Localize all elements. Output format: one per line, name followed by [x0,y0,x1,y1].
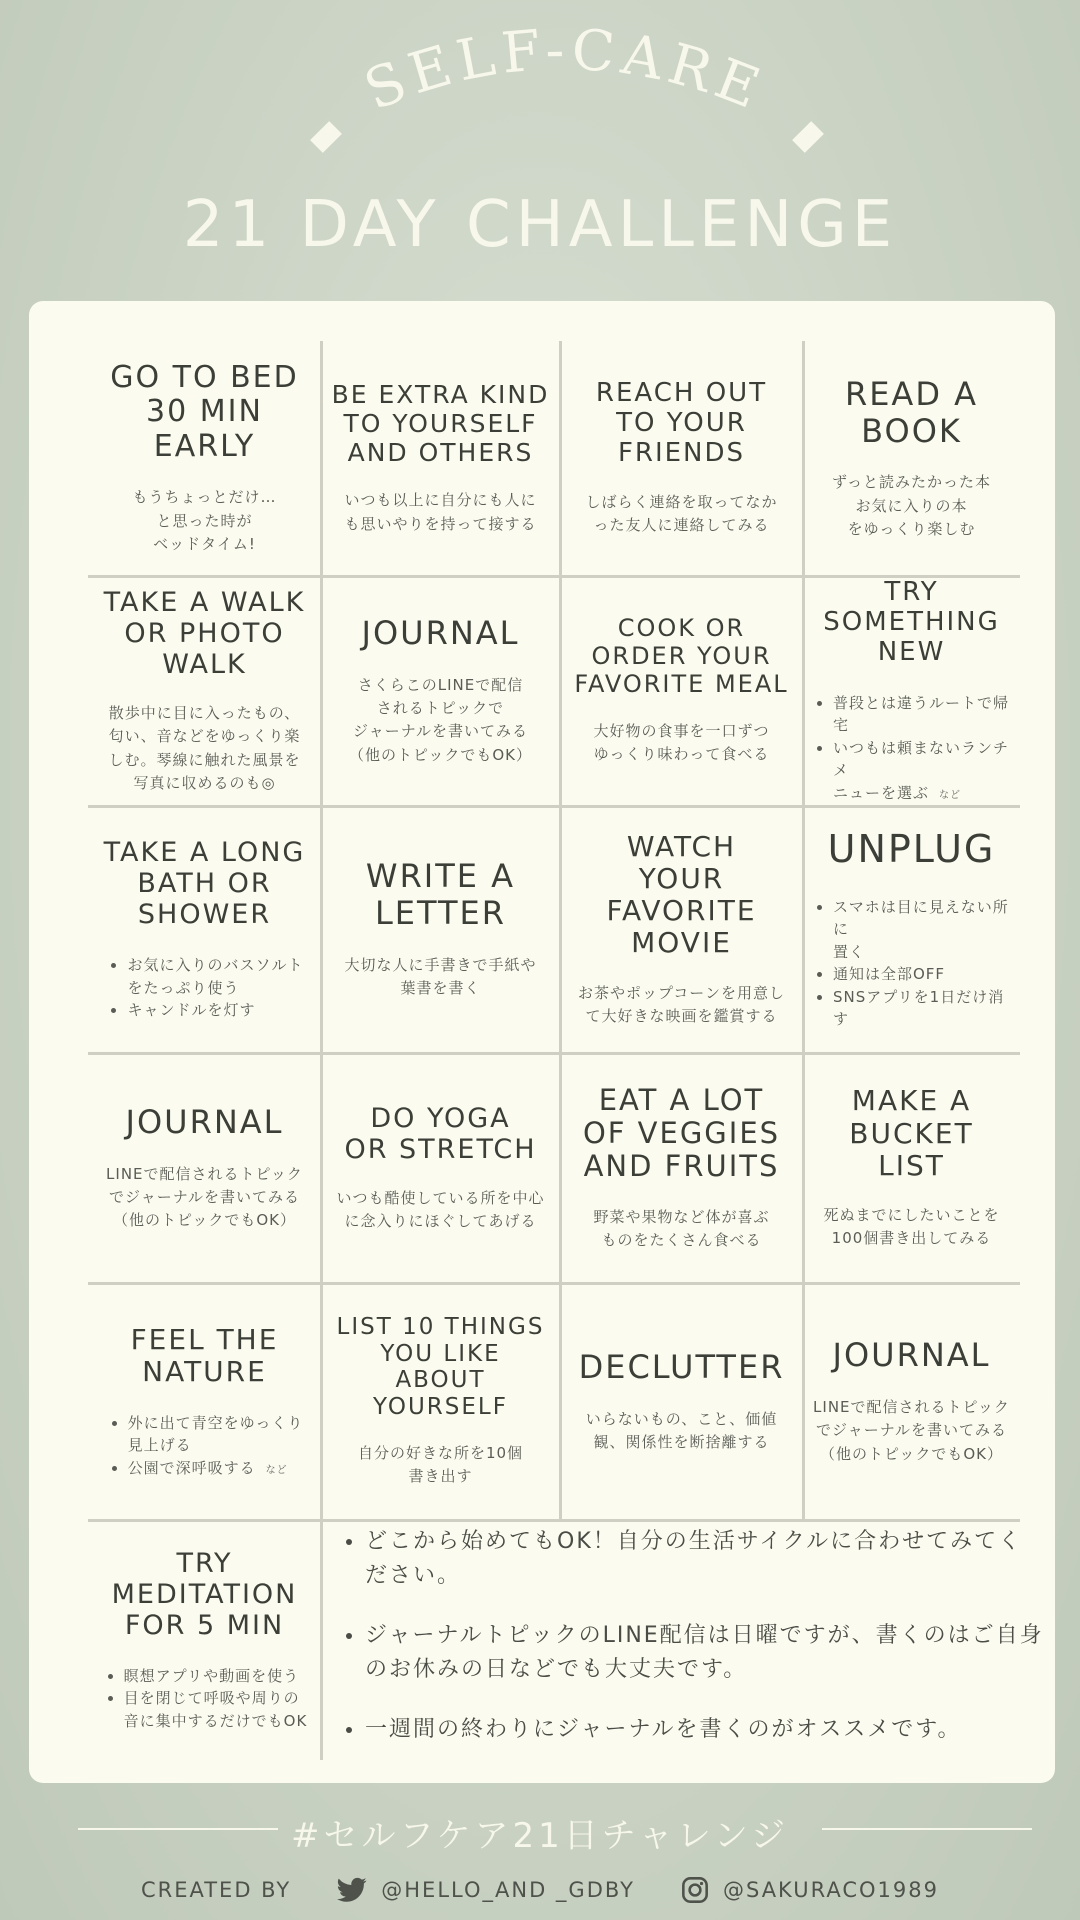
challenge-description: 散歩中に目に入ったもの、 匂い、音などをゆっくり楽 しむ。琴線に触れた風景を 写真に収めるのも◎ [108,704,301,792]
challenge-bullet: • 外に出て青空をゆっくり 見上げる [128,1412,304,1457]
credits-row [0,1873,1080,1907]
challenge-cell [88,1053,321,1283]
challenge-bullet-list [105,954,303,1022]
challenge-title: TRY SOMETHING NEW [823,576,1000,667]
challenge-title: TAKE A WALK OR PHOTO WALK [103,586,306,681]
created-by-label: CREATED BY [140,1878,292,1902]
challenge-cell [88,341,321,576]
challenge-title: LIST 10 THINGS YOU LIKE ABOUT YOURSELF [336,1314,545,1420]
challenge-bullet: • スマホは目に見えない所に 置く [833,896,1012,964]
challenge-bullet: • SNSアプリを1日だけ消す [833,986,1012,1031]
challenge-title: JOURNAL [832,1336,991,1375]
challenge-cell [88,576,321,806]
note-item: • ジャーナルトピックのLINE配信は日曜ですが、書くのはご自身のお休みの日などでも大丈夫です。 [365,1619,1045,1687]
challenge-description: しばらく連絡を取ってなか った友人に連絡してみる [585,493,778,535]
challenge-title: DECLUTTER [578,1347,785,1386]
challenge-bullet-text: 公園で深呼吸する [127,1458,256,1477]
challenge-cell [803,806,1020,1053]
challenge-cell [321,1053,560,1283]
challenge-bullet-text: いつもは頼まないランチメ ニューを選ぶ [833,738,1010,802]
challenge-cell [88,1520,321,1760]
challenge-description: いつも酷使している所を中心 に念入りにほぐしてあげる [336,1188,545,1231]
challenge-cell [321,806,560,1053]
challenge-title: WATCH YOUR FAVORITE MOVIE [606,829,757,960]
etc-note: など [265,1464,288,1476]
challenge-cell [560,1283,803,1520]
challenge-description: いらないもの、こと、価値 観、関係性を断捨離する [585,1409,778,1451]
challenge-cell [803,1053,1020,1283]
challenge-bullet-list [811,692,1012,805]
self-care-arc-title [0,0,1080,140]
challenge-cell [560,806,803,1053]
note-item: • どこから始めてもOK！自分の生活サイクルに合わせてみてください。 [365,1525,1045,1593]
challenge-bullet-list [102,1665,308,1733]
hashtag-row [0,1808,1080,1856]
challenge-title: TAKE A LONG BATH OR SHOWER [103,837,306,931]
challenge-bullet: • お気に入りのバスソルト をたっぷり使う [127,954,303,999]
challenge-cell [803,576,1020,806]
challenge-title: EAT A LOT OF VEGGIES AND FRUITS [582,1082,781,1184]
notes-list [335,1525,1045,1773]
challenge-cell [560,341,803,576]
challenge-description: もうちょっとだけ… と思った時が ベッドタイム! [132,488,277,553]
challenge-title: JOURNAL [125,1102,284,1141]
challenge-title: GO TO BED 30 MIN EARLY [110,359,299,464]
challenge-cell [321,1283,560,1520]
challenge-description: 自分の好きな所を10個 書き出す [357,1444,524,1486]
challenge-description: 大好物の食事を一口ずつ ゆっくり味わって食べる [593,722,770,764]
challenge-bullet [833,737,1012,805]
svg-text:SELF-CARE: SELF-CARE [355,17,774,124]
challenge-title: READ A BOOK [844,374,979,450]
challenge-cell [88,806,321,1053]
challenge-title: MAKE A BUCKET LIST [849,1084,974,1182]
challenge-description: いつも以上に自分にも人に も思いやりを持って接する [344,491,537,533]
challenge-cell [88,1283,321,1520]
challenge-title: BE EXTRA KIND TO YOURSELF AND OTHERS [331,380,550,467]
challenge-title: TRY MEDITATION FOR 5 MIN [111,1547,298,1641]
challenge-description: ずっと読みたかった本 お気に入りの本 をゆっくり楽しむ [831,473,992,538]
challenge-description: LINEで配信されるトピック でジャーナルを書いてみる （他のトピックでもOK） [106,1164,303,1230]
challenge-bullet-list [106,1412,304,1480]
challenge-description: 野菜や果物など体が喜ぶ ものをたくさん食べる [593,1207,770,1250]
challenge-title: REACH OUT TO YOUR FRIENDS [595,378,768,469]
note-item: • 一週間の終わりにジャーナルを書くのがオススメです。 [365,1713,1045,1747]
challenge-title: UNPLUG [827,827,996,872]
challenge-title: COOK OR ORDER YOUR FAVORITE MEAL [574,614,789,698]
challenge-title: DO YOGA OR STRETCH [344,1102,537,1165]
challenge-title: WRITE A LETTER [365,857,516,933]
challenge-description: お茶やポップコーンを用意し て大好きな映画を鑑賞する [578,983,785,1025]
challenge-description: 死ぬまでにしたいことを 100個書き出してみる [823,1206,1000,1248]
instagram-icon[interactable] [681,1876,709,1904]
challenge-bullet [128,1457,304,1480]
challenge-cell [560,576,803,806]
challenge-title: JOURNAL [361,614,520,653]
twitter-handle[interactable]: @HELLO_AND _GDBY [381,1878,635,1902]
challenge-description: さくらこのLINEで配信 されるトピックで ジャーナルを書いてみる （他のトピックでもOK） [348,675,533,764]
challenge-cell [803,1283,1020,1520]
challenge-bullet-list [811,896,1012,1031]
instagram-handle[interactable]: @SAKURACO1989 [722,1878,940,1902]
challenge-bullet: • 瞑想アプリや動画を使う [124,1665,308,1688]
challenge-bullet: • 普段とは違うルートで帰宅 [833,692,1012,737]
challenge-description: 大切な人に手書きで手紙や 葉書を書く [344,956,537,998]
etc-note: など [939,789,962,801]
twitter-icon[interactable] [337,1877,367,1903]
challenge-cell [803,341,1020,576]
challenge-cell [560,1053,803,1283]
challenge-cell [321,341,560,576]
challenge-bullet: • 目を閉じて呼吸や周りの 音に集中するだけでもOK [124,1687,308,1732]
hashtag: #セルフケア21日チャレンジ [290,1816,789,1856]
challenge-title: FEEL THE NATURE [130,1322,279,1388]
challenge-bullet: • 通知は全部OFF [833,963,1012,986]
challenge-cell [321,576,560,806]
challenge-bullet: • キャンドルを灯す [127,999,303,1022]
challenge-description: LINEで配信されるトピック でジャーナルを書いてみる （他のトピックでもOK） [813,1398,1010,1463]
page-title: 21 DAY CHALLENGE [182,188,898,262]
